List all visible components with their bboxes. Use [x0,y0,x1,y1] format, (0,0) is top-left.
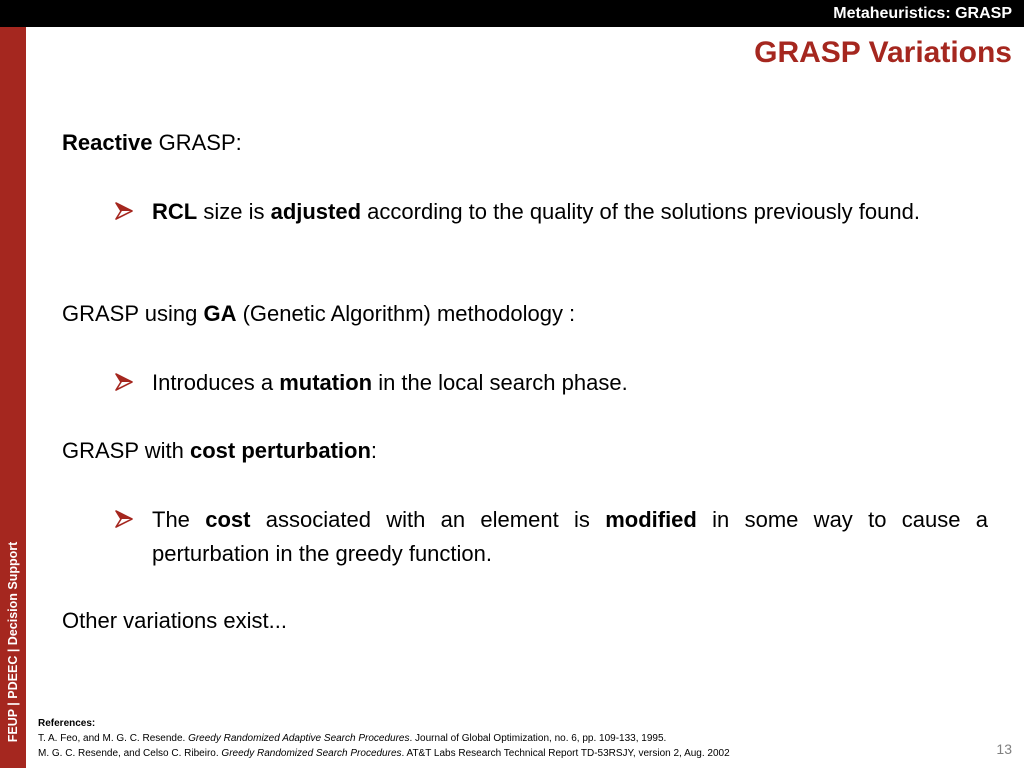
page-number: 13 [996,741,1012,757]
cost-bullet [114,503,988,571]
cost-heading [62,434,992,468]
cost-bullet-part-1: The [152,507,206,532]
reactive-bullet-part-1: size is [197,199,271,224]
cost-heading-pre: GRASP with [62,438,190,463]
references-label: References: [38,718,96,729]
reference-details: . AT&T Labs Research Technical Report TD-53RSJY, version 2, Aug. 2002 [401,748,730,759]
reactive-heading-bold: Reactive [62,130,153,155]
ga-heading-bold: GA [203,301,237,326]
other-variations: Other variations exist... [62,608,287,633]
modified-bold: modified [605,507,697,532]
arrowhead-bullet-icon [114,503,138,537]
top-bar [0,0,1024,27]
cost-bold: cost [205,507,251,532]
reference-details: . Journal of Global Optimization, no. 6, pp. 109-133, 1995. [409,733,667,744]
deck-title: Metaheuristics: GRASP [833,5,1012,22]
ga-bullet [114,366,988,400]
sidebar-label: FEUP | PDEEC | Decision Support [6,541,20,743]
slide-title: GRASP Variations [754,36,1012,69]
reactive-heading [62,126,992,160]
reference-authors: M. G. C. Resende, and Celso C. Ribeiro. [38,748,222,759]
adjusted-bold: adjusted [270,199,362,224]
reactive-bullet-part-2: according to the quality of the solutions previously found. [361,199,920,224]
ga-bullet-part-1: Introduces a [152,370,280,395]
mutation-bold: mutation [279,370,373,395]
cost-bullet-part-2: associated with an element is [250,507,606,532]
reference-item [38,746,938,761]
arrowhead-bullet-icon [114,195,138,229]
references [38,716,938,761]
reactive-bullet-text [152,195,988,229]
reference-item [38,731,938,746]
reactive-bullet [114,195,988,263]
ga-bullet-part-2: in the local search phase. [372,370,628,395]
ga-heading [62,297,992,331]
ga-heading-rest: (Genetic Algorithm) methodology : [236,301,576,326]
arrowhead-bullet-icon [114,366,138,400]
ga-bullet-text [152,366,988,400]
reference-title: Greedy Randomized Adaptive Search Procedures [188,733,410,744]
ga-heading-pre: GRASP using [62,301,204,326]
reference-title: Greedy Randomized Search Procedures [221,748,402,759]
cost-bullet-part-3: in some way to cause a perturbation in the greedy function. [152,507,988,566]
rcl-bold: RCL [152,199,198,224]
reactive-heading-rest: GRASP: [152,130,242,155]
reference-authors: T. A. Feo, and M. G. C. Resende. [38,733,189,744]
cost-heading-rest: : [370,438,378,463]
cost-heading-bold: cost perturbation [189,438,371,463]
cost-bullet-text [152,503,988,571]
